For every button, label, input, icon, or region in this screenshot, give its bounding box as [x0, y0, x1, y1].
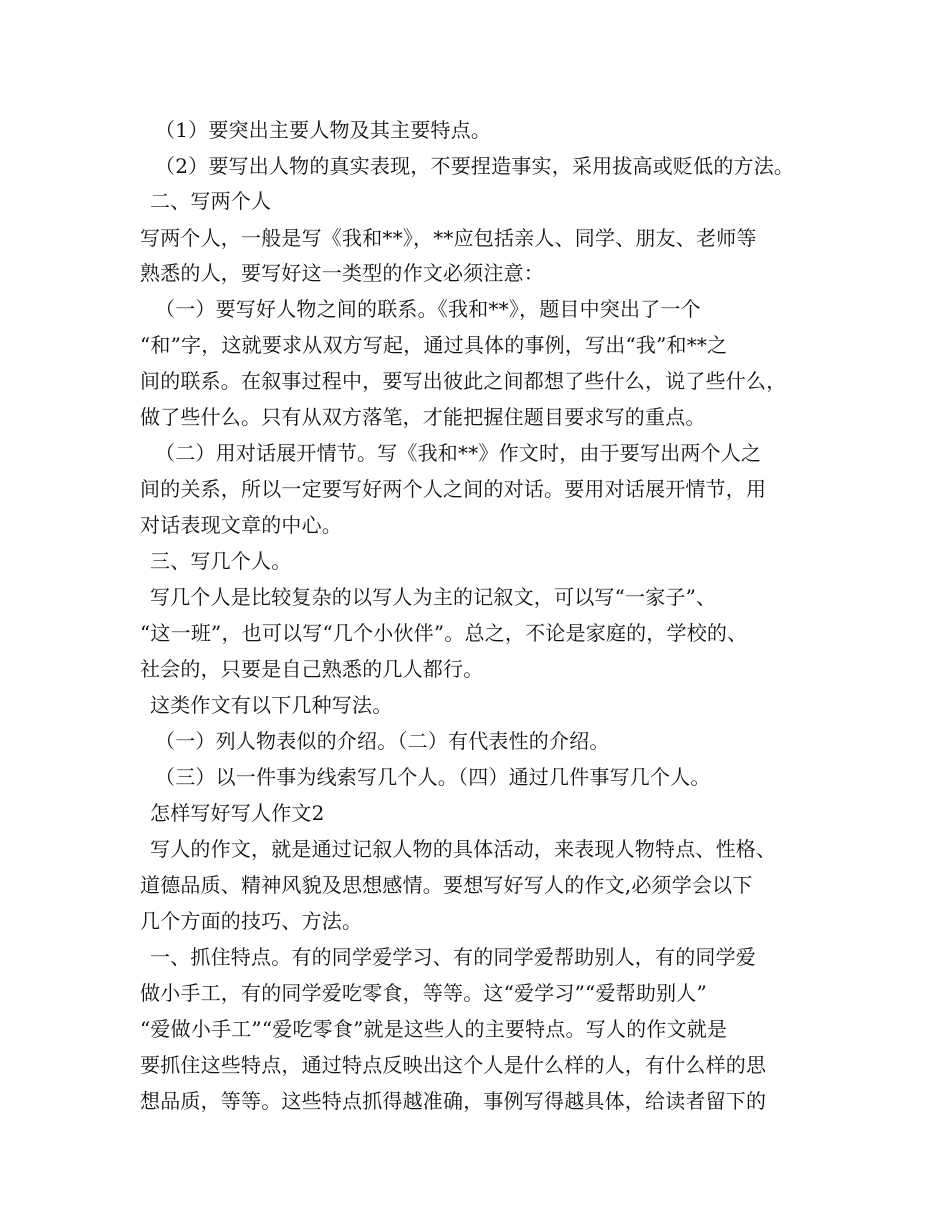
text-line: 要抓住这些特点，通过特点反映出这个人是什么样的人，有什么样的思: [140, 1053, 767, 1077]
section-heading: 怎样写好写人作文2: [150, 801, 325, 825]
text-line: “爱做小手工”“爱吃零食”就是这些人的主要特点。写人的作文就是: [140, 1017, 728, 1041]
text-line: 对话表现文章的中心。: [140, 513, 342, 537]
text-line: 一、抓住特点。有的同学爱学习、有的同学爱帮助别人，有的同学爱: [150, 945, 756, 969]
text-line: 这类作文有以下几种写法。: [150, 693, 393, 717]
text-line: 写几个人是比较复杂的以写人为主的记叙文，可以写“一家子”、: [150, 585, 717, 609]
text-line: 社会的，只要是自己熟悉的几人都行。: [140, 657, 484, 681]
section-heading: 三、写几个人。: [150, 549, 292, 573]
section-heading: 二、写两个人: [150, 189, 272, 213]
text-line: 做小手工，有的同学爱吃零食，等等。这“爱学习”“爱帮助别人”: [140, 981, 707, 1005]
text-line: 间的联系。在叙事过程中，要写出彼此之间都想了些什么，说了些什么，: [140, 369, 787, 393]
text-line: 做了些什么。只有从双方落笔，才能把握住题目要求写的重点。: [140, 405, 706, 429]
text-line: （一）要写好人物之间的联系。《我和**》，题目中突出了一个: [155, 297, 701, 321]
text-line: （2）要写出人物的真实表现，不要捏造事实，采用拔高或贬低的方法。: [155, 154, 795, 178]
text-line: 道德品质、精神风貌及思想感情。要想写好写人的作文,必须学会以下: [140, 873, 753, 897]
text-line: （三）以一件事为线索写几个人。（四）通过几件事写几个人。: [155, 765, 711, 789]
text-line: “和”字，这就要求从双方写起，通过具体的事例，写出“我”和**之: [140, 333, 728, 357]
text-line: 几个方面的技巧、方法。: [140, 909, 363, 933]
text-line: 间的关系，所以一定要写好两个人之间的对话。要用对话展开情节，用: [140, 477, 767, 501]
text-line: 想品质，等等。这些特点抓得越准确，事例写得越具体，给读者留下的: [140, 1089, 767, 1113]
text-line: 写人的作文，就是通过记叙人物的具体活动，来表现人物特点、性格、: [150, 837, 777, 861]
text-line: （一）列人物表似的介绍。（二）有代表性的介绍。: [155, 729, 610, 753]
text-line: “这一班”，也可以写“几个小伙伴”。总之，不论是家庭的，学校的、: [140, 621, 748, 645]
text-line: （二）用对话展开情节。写《我和**》作文时，由于要写出两个人之: [155, 441, 762, 465]
text-line: （1）要突出主要人物及其主要特点。: [155, 118, 492, 142]
text-line: 熟悉的人，要写好这一类型的作文必须注意：: [140, 261, 544, 285]
text-line: 写两个人，一般是写《我和**》，**应包括亲人、同学、朋友、老师等: [140, 226, 757, 250]
